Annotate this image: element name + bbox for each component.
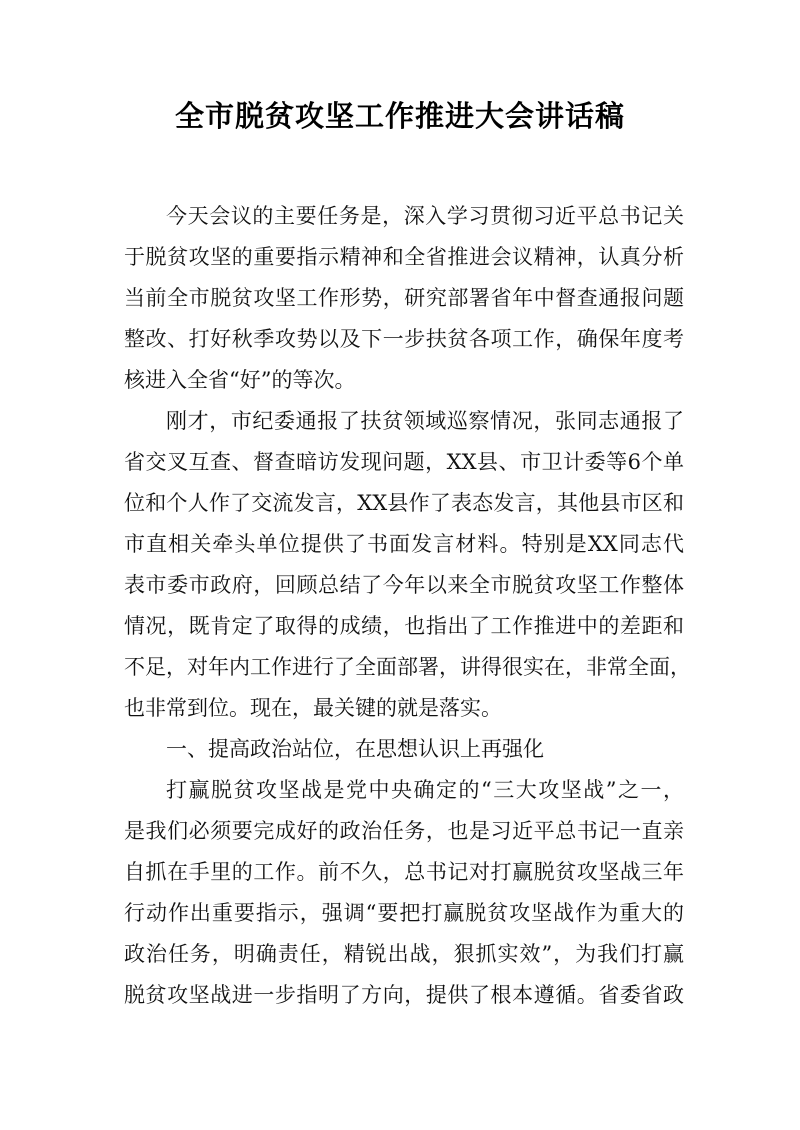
document-body: [124, 196, 691, 1016]
paragraph-1-line-2: 于脱贫攻坚的重要指示精神和全省推进会议精神，认真分析: [124, 245, 684, 269]
paragraph-3-line-3: 自抓在手里的工作。前不久，总书记对打赢脱贫攻坚战三年: [124, 860, 684, 884]
paragraph-1-line-1: 今天会议的主要任务是，深入学习贯彻习近平总书记关: [166, 204, 684, 228]
paragraph-2-line-2: 省交叉互查、督查暗访发现问题，XX县、市卫计委等6个单: [124, 450, 684, 474]
section-heading-1: 一、提高政治站位，在思想认识上再强化: [166, 737, 544, 761]
paragraph-3-line-5: 政治任务，明确责任，精锐出战，狠抓实效”，为我们打赢: [124, 942, 684, 966]
paragraph-3-line-4: 行动作出重要指示，强调“要把打赢脱贫攻坚战作为重大的: [124, 901, 684, 925]
paragraph-2-line-5: 表市委市政府，回顾总结了今年以来全市脱贫攻坚工作整体: [124, 573, 684, 597]
document-title: 全市脱贫攻坚工作推进大会讲话稿: [174, 99, 625, 133]
paragraph-3-line-6: 脱贫攻坚战进一步指明了方向，提供了根本遵循。省委省政: [124, 983, 684, 1007]
paragraph-1-line-3: 当前全市脱贫攻坚工作形势，研究部署省年中督查通报问题: [124, 286, 684, 310]
paragraph-2-line-4: 市直相关牵头单位提供了书面发言材料。特别是XX同志代: [124, 532, 684, 556]
paragraph-1-line-4: 整改、打好秋季攻势以及下一步扶贫各项工作，确保年度考: [124, 327, 684, 351]
paragraph-2-line-6: 情况，既肯定了取得的成绩，也指出了工作推进中的差距和: [124, 614, 684, 638]
paragraph-2-line-8: 也非常到位。现在，最关键的就是落实。: [124, 696, 502, 720]
paragraph-2-line-1: 刚才，市纪委通报了扶贫领域巡察情况，张同志通报了: [166, 409, 684, 433]
paragraph-2-line-7: 不足，对年内工作进行了全面部署，讲得很实在，非常全面，: [124, 655, 691, 679]
paragraph-1-line-5: 核进入全省“好”的等次。: [124, 368, 356, 392]
paragraph-3-line-2: 是我们必须要完成好的政治任务，也是习近平总书记一直亲: [124, 819, 684, 843]
paragraph-2-line-3: 位和个人作了交流发言，XX县作了表态发言，其他县市区和: [124, 491, 684, 515]
paragraph-3-line-1: 打赢脱贫攻坚战是党中央确定的“三大攻坚战”之一，: [166, 778, 684, 802]
